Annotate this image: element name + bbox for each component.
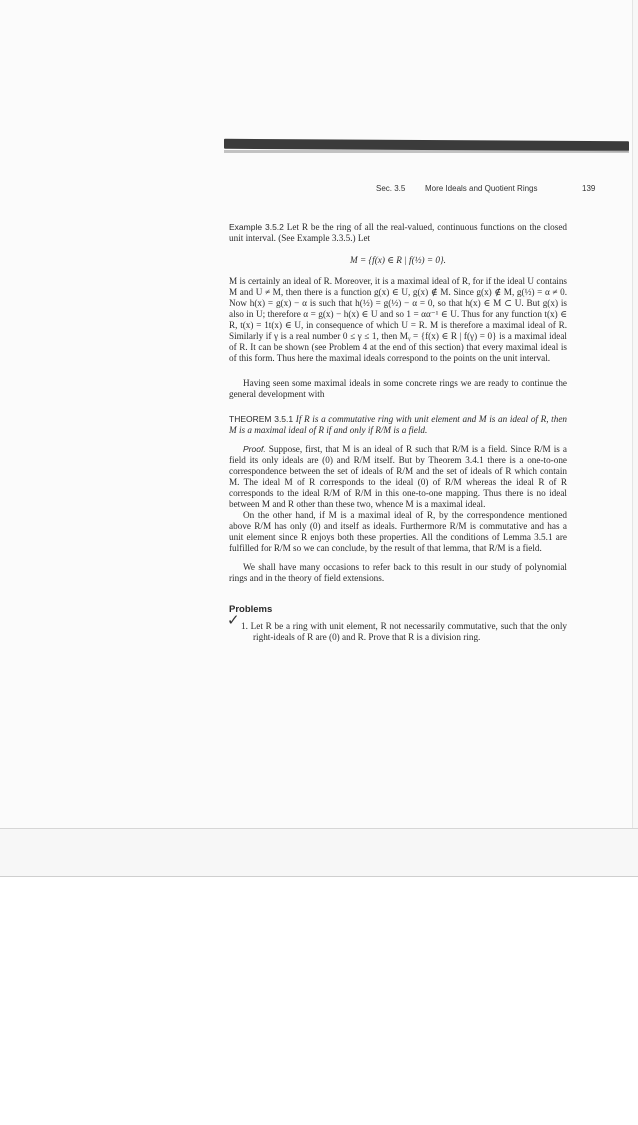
theorem-statement: If R is a commutative ring with unit element and M is an ideal of R, then M is a maximal ideal of R if and only if R/M is a field. — [229, 414, 567, 435]
theorem-label: THEOREM 3.5.1 — [229, 414, 294, 424]
example-formula: M = {f(x) ∈ R | f(½) = 0}. — [350, 255, 446, 265]
proof-paragraph-1 — [229, 444, 567, 510]
proof-label: Proof. — [243, 444, 266, 454]
problem-text: Let R be a ring with unit element, R not necessarily commutative, such that the only right-ideals of R are (0) and R. Prove that R is a division ring. — [250, 621, 568, 642]
proof-paragraph-2: On the other hand, if M is a maximal ideal of R, by the correspondence mentioned above R/M has only (0) and itself as ideals. Furthermore R/M is commutative and has a unit element since R enjoys both these properties. All the conditions of Lemma 3.5.1 are fulfilled for R/M so we can conclude, by the result of that lemma, that R/M is a field. — [229, 510, 567, 553]
example-label: Example 3.5.2 — [229, 222, 284, 232]
problems-heading: Problems — [229, 604, 273, 615]
page-edge-bottom — [0, 876, 638, 877]
example-intro — [229, 222, 567, 244]
problem-item — [227, 611, 568, 643]
page-body — [229, 222, 567, 643]
page-edge — [0, 828, 638, 829]
theorem — [229, 414, 567, 436]
check-mark-icon: ✓ — [227, 611, 240, 629]
binding-shadow-fade — [224, 150, 629, 153]
proof-text-1: Suppose, first, that M is an ideal of R such that R/M is a field. Since R/M is a field its only ideals are (0) and R/M itself. But by Theorem 3.4.1 there is a one-to-one correspondence between the set of ideals of R/M and the set of ideals of R which contain M. The ideal M of R corresponds to the ideal (0) of R/M whereas the ideal R of R corresponds to the ideal R/M of R/M in this one-to-one mapping. Thus there is no ideal between M and R other than these two, whence M is a maximal ideal. — [229, 444, 568, 509]
example-body: M is certainly an ideal of R. Moreover, it is a maximal ideal of R, for if the ideal U contains M and U ≠ M, then there is a function g(x) ∈ U, g(x) ∉ M. Since g(x) ∉ M, g(½) = α ≠ 0. Now h(x) = g(x) − α is such that h(½) = g(½) − α = 0, so that h(x) ∈ M ⊂ U. But g(x) is also in U; therefore α = g(x) − h(x) ∈ U and so 1 = αα⁻¹ ∈ U. Thus for any function t(x) ∈ R, t(x) = 1t(x) ∈ U, in consequence of which U = R. M is therefore a maximal ideal of R. Similarly if γ is a real number 0 ≤ γ ≤ 1, then Mᵧ = {f(x) ∈ R | f(γ) = 0} is a maximal ideal of R. It can be shown (see Problem 4 at the end of this section) that every maximal ideal is of this form. Thus here the maximal ideals correspond to the points on the unit interval. — [229, 276, 567, 363]
example-intro-text: Let R be the ring of all the real-valued, continuous functions on the closed unit interval. (See Example 3.3.5.) Let — [229, 222, 568, 243]
page-number: 139 — [582, 184, 596, 193]
problem-number: 1. — [241, 621, 248, 631]
header-section: Sec. 3.5 — [376, 184, 406, 193]
header-title: More Ideals and Quotient Rings — [425, 184, 538, 193]
transition-paragraph: Having seen some maximal ideals in some concrete rings we are ready to continue the general development with — [229, 378, 567, 399]
closing-paragraph: We shall have many occasions to refer back to this result in our study of polynomial rings and in the theory of field extensions. — [229, 562, 567, 583]
